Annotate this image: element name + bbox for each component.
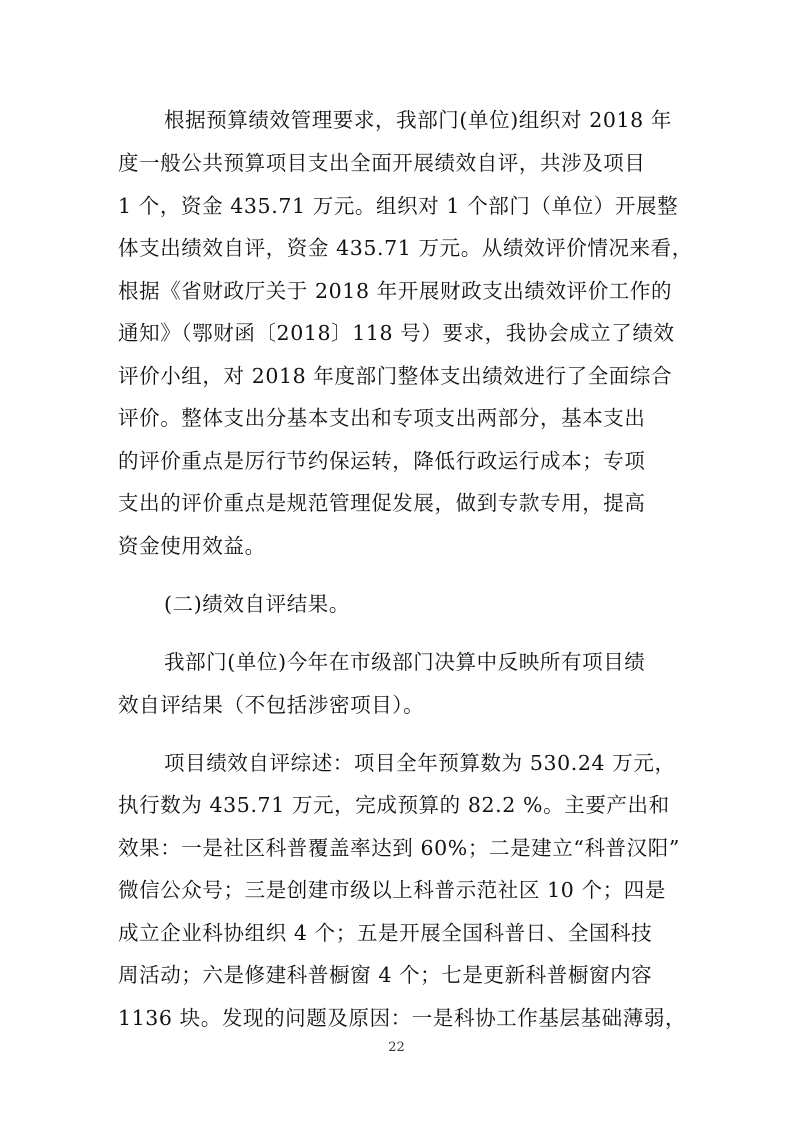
text-line: 评价。整体支出分基本支出和专项支出两部分，基本支出	[118, 406, 646, 430]
section-heading: (二)绩效自评结果。	[164, 592, 350, 616]
text-line: 成立企业科协组织 4 个；五是开展全国科普日、全国科技	[118, 921, 653, 945]
text-line: 支出的评价重点是规范管理促发展，做到专款专用，提高	[118, 491, 646, 515]
text-line: 我部门(单位)今年在市级部门决算中反映所有项目绩	[164, 650, 646, 674]
text-line: 评价小组，对 2018 年度部门整体支出绩效进行了全面综合	[118, 364, 673, 388]
text-line: 效自评结果（不包括涉密项目）。	[118, 693, 425, 717]
text-line: 通知》（鄂财函〔2018〕118 号）要求，我协会成立了绩效	[118, 321, 675, 345]
text-line: 资金使用效益。	[118, 534, 266, 558]
text-line: 根据《省财政厅关于 2018 年开展财政支出绩效评价工作的	[118, 279, 673, 303]
text-line: 项目绩效自评综述：项目全年预算数为 530.24 万元，	[164, 751, 676, 775]
page-number: 22	[388, 1040, 405, 1055]
text-line: 周活动；六是修建科普橱窗 4 个；七是更新科普橱窗内容	[118, 963, 653, 987]
text-line: 根据预算绩效管理要求，我部门(单位)组织对 2018 年	[164, 108, 672, 132]
text-line: 体支出绩效自评，资金 435.71 万元。从绩效评价情况来看，	[118, 236, 693, 260]
text-line: 1 个，资金 435.71 万元。组织对 1 个部门（单位）开展整	[118, 194, 679, 218]
text-line: 1136 块。发现的问题及原因：一是科协工作基层基础薄弱，	[118, 1006, 687, 1030]
text-line: 度一般公共预算项目支出全面开展绩效自评，共涉及项目	[118, 151, 646, 175]
text-line: 执行数为 435.71 万元，完成预算的 82.2 %。主要产出和	[118, 793, 670, 817]
text-line: 效果：一是社区科普覆盖率达到 60%；二是建立“科普汉阳”	[118, 836, 680, 860]
text-line: 微信公众号；三是创建市级以上科普示范社区 10 个；四是	[118, 878, 666, 902]
text-line: 的评价重点是厉行节约保运转，降低行政运行成本；专项	[118, 449, 646, 473]
